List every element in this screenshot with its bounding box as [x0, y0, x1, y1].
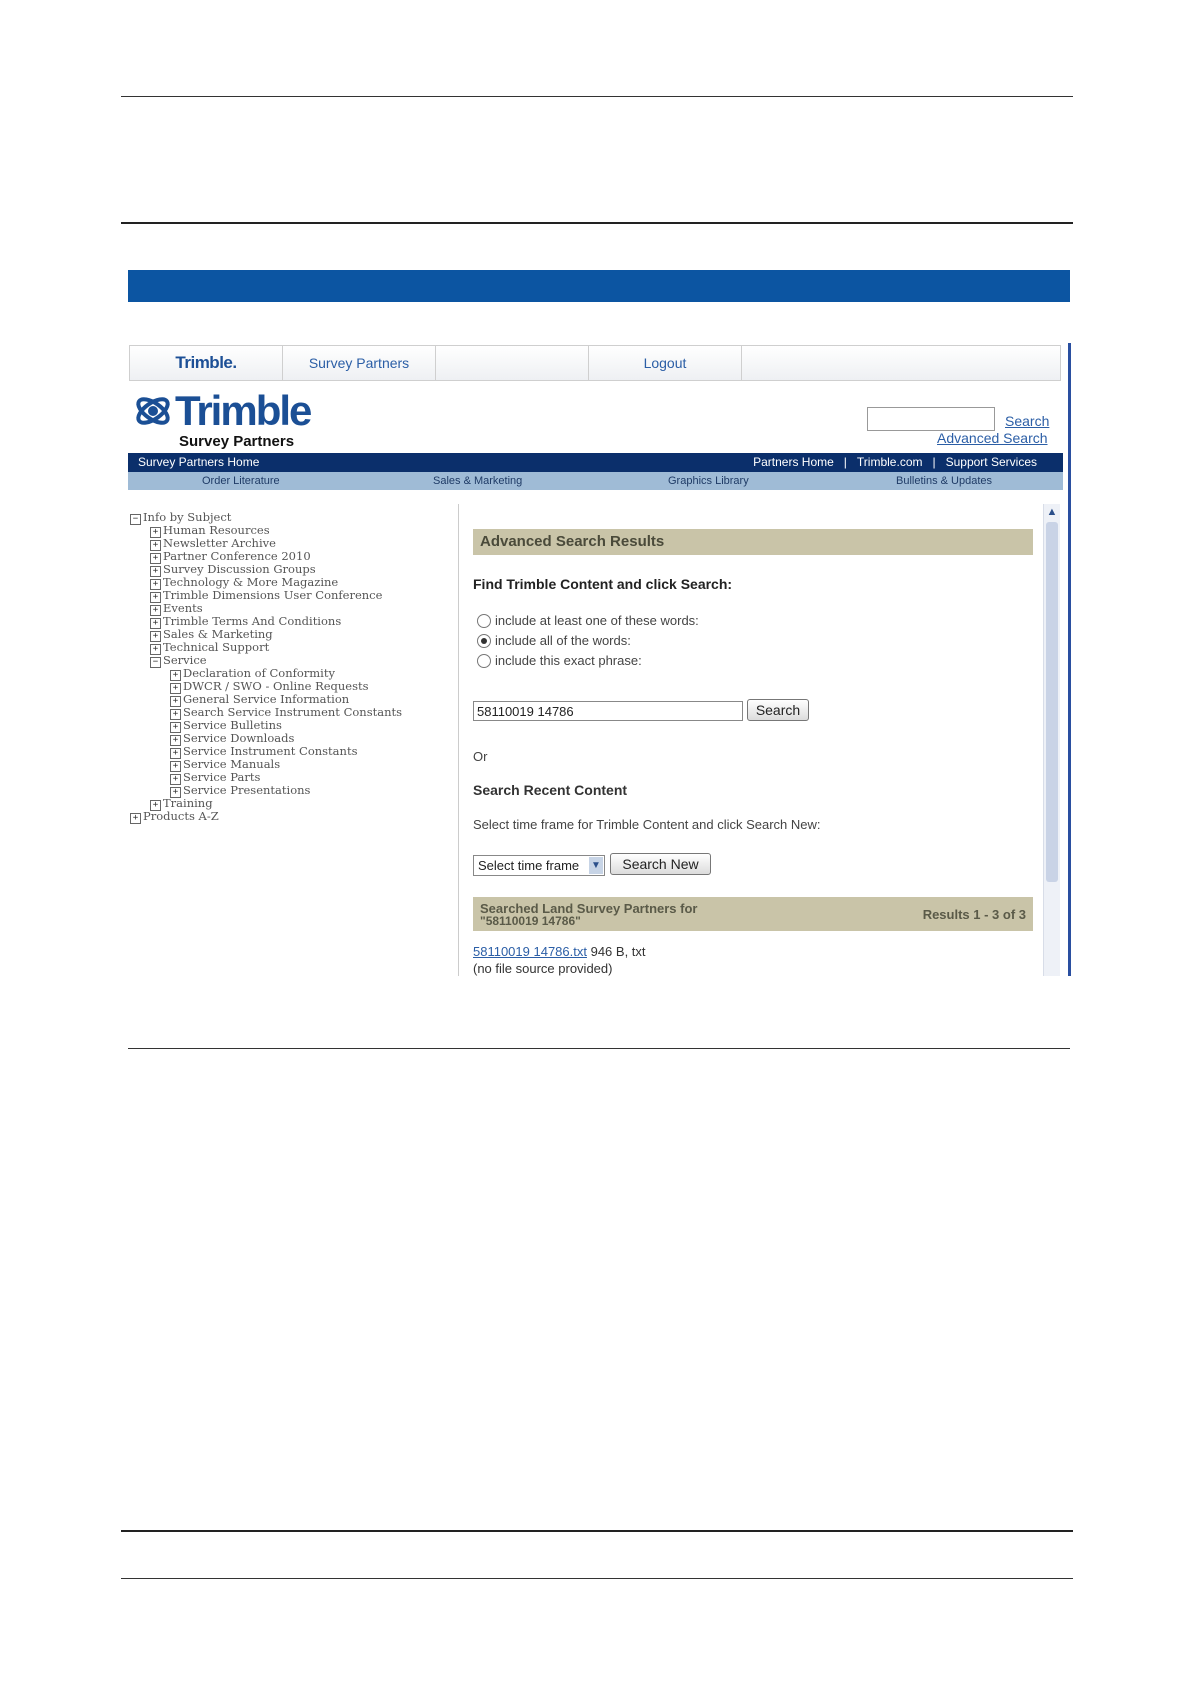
primary-nav-right [753, 455, 1037, 469]
results-count: Results 1 - 3 of 3 [922, 907, 1026, 922]
top-tab-strip [129, 345, 1061, 381]
result-source: (no file source provided) [473, 961, 613, 976]
timeframe-select-value: Select time frame [478, 858, 580, 873]
nav-partners-home[interactable]: Partners Home [753, 455, 834, 469]
page-rule-header [121, 222, 1073, 224]
radio-icon[interactable] [477, 654, 491, 668]
tree-node-label: DWCR / SWO - Online Requests [183, 679, 369, 693]
expand-icon[interactable]: + [170, 670, 181, 681]
expand-icon[interactable]: + [170, 748, 181, 759]
result-link[interactable]: 58110019 14786.txt [473, 944, 587, 959]
tree-node-label: Declaration of Conformity [183, 666, 335, 680]
tab-logout-label: Logout [643, 355, 687, 371]
collapse-icon[interactable]: − [130, 514, 141, 525]
expand-icon[interactable]: + [150, 605, 161, 616]
secondary-nav-bar [128, 472, 1063, 490]
expand-icon[interactable]: + [150, 553, 161, 564]
page-rule-bottom [121, 1578, 1073, 1579]
column-divider [458, 504, 459, 976]
find-heading: Find Trimble Content and click Search: [473, 576, 733, 592]
nav-separator: | [843, 455, 847, 469]
tree-node-label: Technology & More Magazine [163, 575, 339, 589]
results-header-query: "58110019 14786" [480, 914, 581, 928]
search-new-button[interactable]: Search New [610, 853, 711, 875]
nav-order-literature[interactable]: Order Literature [202, 475, 280, 487]
trimble-logo[interactable] [133, 387, 393, 450]
header-search-input[interactable] [867, 407, 995, 431]
expand-icon[interactable]: + [150, 644, 161, 655]
website-screenshot [128, 343, 1071, 976]
section-title: Advanced Search Results [473, 529, 1033, 555]
radio-selected-icon[interactable] [477, 634, 491, 648]
tab-empty[interactable] [436, 346, 589, 380]
tab-survey-partners-label: Survey Partners [308, 355, 410, 371]
expand-icon[interactable]: + [170, 696, 181, 707]
tree-node-label: Technical Support [163, 640, 270, 654]
tree-node-label: Service Manuals [183, 757, 281, 771]
trimble-tab-logo-text: Trimble. [175, 353, 237, 372]
nav-sales-marketing[interactable]: Sales & Marketing [433, 475, 523, 487]
brand-wordmark: Trimble [175, 387, 311, 434]
tree-node-label: Service Bulletins [183, 718, 282, 732]
radio-label: include at least one of these words: [495, 613, 699, 628]
tree-node-label: Service Parts [183, 770, 261, 784]
advanced-search-link[interactable]: Advanced Search [937, 430, 1048, 446]
radio-all-words[interactable] [477, 633, 631, 648]
tree-node-label: Products A-Z [143, 809, 219, 823]
nav-graphics-library[interactable]: Graphics Library [668, 475, 749, 487]
tree-node-label: Trimble Dimensions User Conference [163, 588, 383, 602]
tree-node-label: Training [163, 796, 213, 810]
tab-survey-partners[interactable] [283, 346, 436, 380]
expand-icon[interactable]: + [170, 683, 181, 694]
collapse-icon[interactable]: − [150, 657, 161, 668]
tree-node-label: Service Presentations [183, 783, 311, 797]
page-rule-top [121, 96, 1073, 97]
scrollbar-thumb[interactable] [1046, 522, 1058, 882]
expand-icon[interactable]: + [170, 774, 181, 785]
trimble-globe-icon [133, 391, 173, 431]
figure-rule-bottom [128, 1048, 1070, 1049]
expand-icon[interactable]: + [150, 618, 161, 629]
header-search-link[interactable]: Search [1005, 413, 1050, 429]
nav-trimble-com[interactable]: Trimble.com [856, 455, 923, 469]
result-item [473, 944, 646, 959]
tree-node-label: Service Instrument Constants [183, 744, 358, 758]
tree-node-label: Service [163, 653, 207, 667]
brand-subtitle: Survey Partners [179, 433, 295, 450]
scrollbar[interactable] [1043, 504, 1060, 976]
chevron-down-icon[interactable]: ▼ [589, 857, 603, 874]
chevron-up-icon[interactable]: ▲ [1046, 506, 1058, 518]
expand-icon[interactable]: + [150, 592, 161, 603]
nav-separator: | [932, 455, 936, 469]
nav-support-services[interactable]: Support Services [945, 455, 1037, 469]
expand-icon[interactable]: + [170, 722, 181, 733]
tree-node-label: Service Downloads [183, 731, 295, 745]
expand-icon[interactable]: + [170, 735, 181, 746]
radio-icon[interactable] [477, 614, 491, 628]
primary-nav-bar [128, 453, 1063, 472]
tree-node-label: Search Service Instrument Constants [183, 705, 403, 719]
results-header [473, 897, 1033, 931]
tree-node-label: Sales & Marketing [163, 627, 273, 641]
timeframe-select[interactable] [473, 855, 605, 876]
radio-any-words[interactable] [477, 613, 699, 628]
figure-title-band [128, 270, 1070, 302]
tree-node-label: Info by Subject [143, 510, 232, 524]
radio-label: include all of the words: [495, 633, 631, 648]
tree-node-products[interactable] [130, 810, 219, 823]
expand-icon[interactable]: + [170, 761, 181, 772]
result-meta: 946 B, txt [586, 944, 646, 959]
search-results-panel [460, 504, 1050, 976]
expand-icon[interactable]: + [150, 579, 161, 590]
expand-icon[interactable]: + [150, 631, 161, 642]
nav-bulletins-updates[interactable]: Bulletins & Updates [896, 475, 992, 487]
tree-node-label: Human Resources [163, 523, 270, 537]
tab-trimble-logo[interactable] [130, 346, 283, 380]
radio-exact-phrase[interactable] [477, 653, 642, 668]
expand-icon[interactable]: + [150, 540, 161, 551]
tab-logout[interactable] [589, 346, 742, 380]
tree-node-label: General Service Information [183, 692, 350, 706]
expand-icon[interactable]: + [150, 527, 161, 538]
expand-icon[interactable]: + [130, 813, 141, 824]
tab-spacer [742, 346, 1060, 380]
page-rule-footer [121, 1530, 1073, 1532]
radio-label: include this exact phrase: [495, 653, 642, 668]
tree-node-label: Partner Conference 2010 [163, 549, 311, 563]
timeframe-instruction: Select time frame for Trimble Content and click Search New: [473, 817, 821, 832]
tree-node-label: Newsletter Archive [163, 536, 276, 550]
recent-heading: Search Recent Content [473, 782, 628, 798]
tree-node-label: Trimble Terms And Conditions [163, 614, 342, 628]
query-input[interactable] [473, 701, 743, 721]
tree-node-label: Survey Discussion Groups [163, 562, 316, 576]
expand-icon[interactable]: + [170, 709, 181, 720]
tree-node-label: Events [163, 601, 203, 615]
expand-icon[interactable]: + [170, 787, 181, 798]
search-button[interactable]: Search [747, 699, 809, 721]
nav-survey-partners-home[interactable]: Survey Partners Home [138, 455, 260, 469]
or-text: Or [473, 749, 488, 764]
expand-icon[interactable]: + [150, 800, 161, 811]
expand-icon[interactable]: + [150, 566, 161, 577]
results-header-query-label: Searched Land Survey Partners for [480, 901, 698, 916]
